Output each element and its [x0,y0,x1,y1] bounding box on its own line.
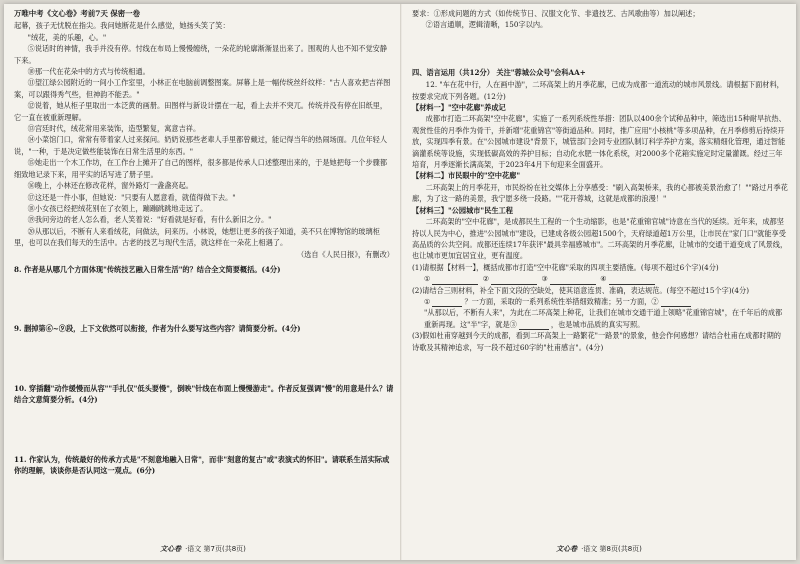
answer-space-8[interactable] [14,275,394,323]
material-2-title: 【材料二】市民眼中的"空中花廊" [412,171,521,181]
exam-spread [4,4,796,560]
page-footer-left [4,544,402,555]
passage-paragraph: ⑳从那以后，不断有人来看绒花，问做法，问来历。小林说，她想让更多的孩子知道，美不只在博物馆的玻璃柜里，也可以在我们每天的生活中。古老的技艺与现代生活，就这样在一朵花上相遇了。 [14,226,380,248]
blank-label: ① [424,296,431,306]
passage-paragraph: ⑯晚上，小林还在修改花样，窗外路灯一盏盏亮起。 [27,181,193,191]
passage-source: （选自《人民日报》，有删改） [296,249,394,259]
question-12-3: (3)假如杜甫穿越到今天的成都，看到二环高架上一路繁花"一路景"的景象，他会作何感想？请结合杜甫在成都时期的诗歌及其精神追求，写一段不超过60字的"杜甫感言"。(4分) [412,331,781,352]
passage-paragraph: ⑩那一代在花朵中的方式与传统相通。 [27,67,150,77]
passage-paragraph: ⑭小菜馆门口，常常有带着家人过来探问。奶奶说那些老辈人手里都曾戴过，能记得当年的热闹场面。几位年轻人说，"一种，于是决定做些能装饰在日常生活里的东西。" [14,135,388,156]
answer-blank[interactable] [519,321,549,330]
passage-paragraph: ⑲我问旁边的老人怎么看，老人笑着说："好看就是好看，有什么新旧之分。" [27,215,272,225]
passage-paragraph: "绒花，美的乐趣，心。" [27,32,107,42]
answer-space-9[interactable] [14,335,394,383]
question-10: 10. 穿插翻"动作缓慢而从容""手扎仅"低头要慢"，倒映"针线在布面上慢慢游走"。作者反复强调"慢"的用意是什么？请结合文意简要分析。(4分) [14,383,394,405]
passage-paragraph: ⑪望江绿公园附近的一间小工作室里，小林正在电脑前调整图案。屏幕上是一幅传统丝纤纹样："古人喜欢把吉祥图案，可以跟得秀气些，但神韵不能丢。" [14,78,391,99]
blank-label: ③ [541,274,548,284]
blank-label: ② [482,274,490,284]
passage-paragraph: ⑮她走出一个木工作坊，在工作台上摊开了自己的图样，很多都是传承人口述整理出来的，于是她把每一个步骤都细致地记录下来，用平实的话写进了册子里。 [14,158,388,179]
question-12-1: (1)请根据【材料一】，概括成都市打造"空中花廊"采取的四项主要措施。(每项不超过6个字)(4分) [412,262,719,272]
passage-paragraph: ⑫说着，她从柜子里取出一本泛黄的画册。田图样与新设计摆在一起，看上去并不突兀。传统并没有停在旧纸里，它一直在被重新理解。 [14,101,388,122]
blank-label: ④ [600,274,607,284]
passage-paragraph: ⑱小女孩已经把绒花别在了衣领上，蹦蹦跳跳地走远了。 [27,203,208,213]
footer-brand: 文心卷 [556,544,578,553]
page-header: 万唯中考《文心卷》考前7天 保密一卷 [14,9,140,18]
question-12-2: (2)请结合三则材料，补全下面文段的空缺处，使其语意连贯、准确，表达规范。(每空不超过15个字)(4分) [412,285,749,295]
material-2-text: 二环高架上的月季花开，市民纷纷在社交媒体上分享感受："刷入高架桥来，我的心都被美景治愈了！""路过月季花廊，为了这一路的美景，我宁愿多绕一段路。""花开蓉城，这就是成都的浪漫！" [412,182,788,204]
question-9: 9. 删掉第⑥~⑨段，上下文依然可以衔接，作者为什么要写这些内容？请简要分析。(4分) [14,324,301,334]
answer-space-10[interactable] [14,406,394,454]
page-right [402,4,796,560]
answer-blank[interactable] [550,276,596,285]
footer-brand: 文心卷 [160,544,182,553]
answer-blank[interactable] [609,276,655,285]
fill-text: ，也是城市品质的真实写照。 [550,319,645,329]
answer-blanks-12-1 [412,273,788,284]
material-1-text: 成都市打造二环高架"空中花廊"，实施了一系列系统性举措：团队以400余个试种品种中，筛选出15种耐旱抗热、观赏性佳的月季作为骨干，并新增"花重锦官"等街道品种。同时，推广应用"小核桃"等多项品种，在月季修剪后持续开放，实现四季有景。在"公园城市建设"背景下，城管部门会同专业团队制订科学养护方案，落实精细化管理，通过智能滴灌系统等设施，实现低碳高效的养护目标；自动化水肥一体化系统，对2000多个花箱实施定时定量灌溉。经过三年培育，月季逐渐长满高架，于2023年4月下旬迎来全面盛开。 [412,114,786,170]
question-12-intro: 12. "车在花中行，人在画中游"，二环高架上的月季花廊，已成为成都一道流动的城市风景线。请根据下面材料，按要求完成下列各题。(12分) [412,80,784,101]
question-8: 8. 作者是从哪几个方面体现"传统技艺融入日常生活"的？结合全文简要概括。(4分) [14,264,281,274]
passage-paragraph: ⑤说话时的神情，我手并没有停。忖线在布局上慢慢缠绕，一朵花的轮廓渐渐显出来了。围观的人也不知不觉安静下来。 [14,44,388,65]
passage-paragraph: ⑬宫廷时代，绒花常用来装饰，造型繁复，寓意吉祥。 [27,124,201,134]
section-title: 四、语言运用（共12分） 关注"蓉城公众号"会科AA+ [412,67,586,77]
page-left [4,4,402,560]
material-3-title: 【材料三】"公园城市"民生工程 [412,205,513,215]
fill-text-line [412,296,788,307]
answer-blank[interactable] [432,276,478,285]
fill-text: ？一方面，采取的一系列系统性举措细致精准；另一方面，② [464,296,659,306]
footer-page-number: ·语文 第7页(共8页) [185,544,246,553]
material-3-text: 二环高架的"空中花廊"，是成都民生工程的一个生动缩影，也是"花重锦官城"诗意在当代的延续。近年来，成都坚持以人民为中心，推进"公园城市"建设，已建成各级公园超1500个，天府绿道超1万公里，让市民在"家门口"就能享受高品质的公共空间。成都还连续17年获评"最具幸福感城市"。二环高架的月季花廊，让城市的交通干道变成了风景线，也让城市更加宜居宜业，更有温度。 [412,217,788,261]
footer-page-number: ·语文 第8页(共8页) [581,544,642,553]
requirement-line: 要求：①形成问题的方式（如传统节日、汉服文化节、非遗技艺、古风歌曲等）加以阐述； [412,9,700,18]
answer-space-composition[interactable] [412,31,788,61]
answer-blank[interactable] [661,298,691,307]
blank-label: ① [424,274,431,284]
fill-text: "从那以后，不断有人来"，为此在二环高架上种花，让我们在城市交通干道上领略"花重锦官城"，在千年后的成都重新再现。这"半"字，就是③ [424,308,783,329]
answer-blank[interactable] [432,298,462,307]
passage-paragraph: ⑰这还是一件小事，但她说："只要有人愿意看，就值得做下去。" [27,192,236,202]
page-footer-right [402,544,796,555]
question-11: 11. 作家认为，传统最好的传承方式是"不刻意地融入日常"，而非"刻意的复古"或"表演式的怀旧"。请联系生活实际或你的理解，谈谈你是否认同这一观点。(6分) [14,454,390,475]
passage-paragraph: 起幕，孩子无忧脱在指尖。我问她断花是什么感觉，她扬头笑了笑： [14,21,230,31]
answer-blank[interactable] [491,276,537,285]
requirement-line: ②语言通顺，逻辑清晰，150字以内。 [425,20,548,30]
material-1-title: 【材料一】"空中花廊"养成记 [412,103,506,113]
fill-text-line [412,307,788,330]
